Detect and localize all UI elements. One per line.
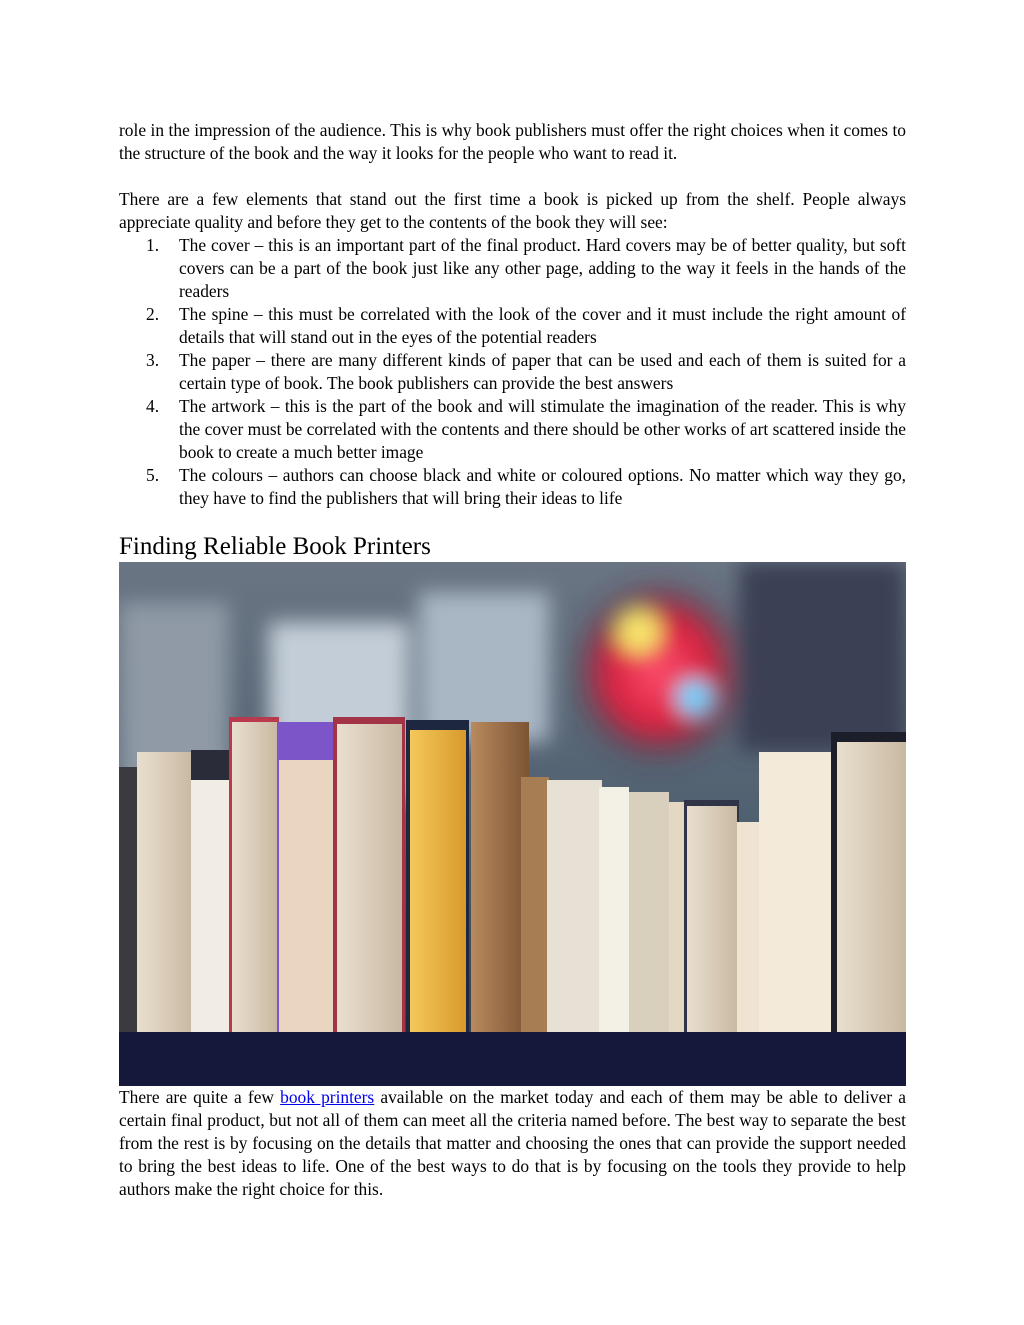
book-printers-link[interactable]: book printers bbox=[280, 1087, 375, 1107]
list-item bbox=[119, 234, 906, 303]
list-text: The paper – there are many different kinds of paper that can be used and each of them is suited for a certain type of book. The book publishers can provide the best answers bbox=[179, 350, 906, 393]
final-paragraph bbox=[119, 1086, 906, 1201]
list-item bbox=[119, 349, 906, 395]
list-item bbox=[119, 303, 906, 349]
intro-paragraph: role in the impression of the audience. This is why book publishers must offer the right choices when it comes to the structure of the book and the way it looks for the people who want to read it. bbox=[119, 120, 906, 163]
elements-list bbox=[119, 234, 906, 510]
list-text: The colours – authors can choose black and white or coloured options. No matter which way they go, they have to find the publishers that will bring their ideas to life bbox=[179, 465, 906, 508]
final-text-after-link: available on the market today and each of them may be able to deliver a certain final product, but not all of them can meet all the criteria named before. The best way to separate the best from the rest is by focusing on the details that matter and choosing the ones that can provide the support needed to bring the best ideas to life. One of the best ways to do that is by focusing on the tools they provide to help authors make the right choice for this. bbox=[119, 1087, 906, 1199]
elements-paragraph: There are a few elements that stand out the first time a book is picked up from the shelf. People always appreciate quality and before they get to the contents of the book they will see: bbox=[119, 189, 906, 232]
list-text: The spine – this must be correlated with the look of the cover and it must include the right amount of details that will stand out in the eyes of the potential readers bbox=[179, 304, 906, 347]
list-item bbox=[119, 395, 906, 464]
document-page bbox=[119, 119, 906, 1201]
list-number: 5. bbox=[146, 465, 160, 485]
list-number: 3. bbox=[146, 350, 160, 370]
books-photo bbox=[119, 562, 906, 1086]
list-text: The artwork – this is the part of the book and will stimulate the imagination of the reader. This is why the cover must be correlated with the contents and there should be other works of art scattered inside the book to create a much better image bbox=[179, 396, 906, 462]
list-number: 1. bbox=[146, 235, 160, 255]
list-item bbox=[119, 464, 906, 510]
section-heading: Finding Reliable Book Printers bbox=[119, 533, 431, 560]
paragraph-gap bbox=[119, 165, 906, 188]
list-number: 2. bbox=[146, 304, 160, 324]
list-text: The cover – this is an important part of the final product. Hard covers may be of better quality, but soft covers can be a part of the book just like any other page, adding to the way it feels in the hands of the readers bbox=[179, 235, 906, 301]
final-text-before-link: There are quite a few bbox=[119, 1087, 281, 1107]
list-number: 4. bbox=[146, 396, 160, 416]
